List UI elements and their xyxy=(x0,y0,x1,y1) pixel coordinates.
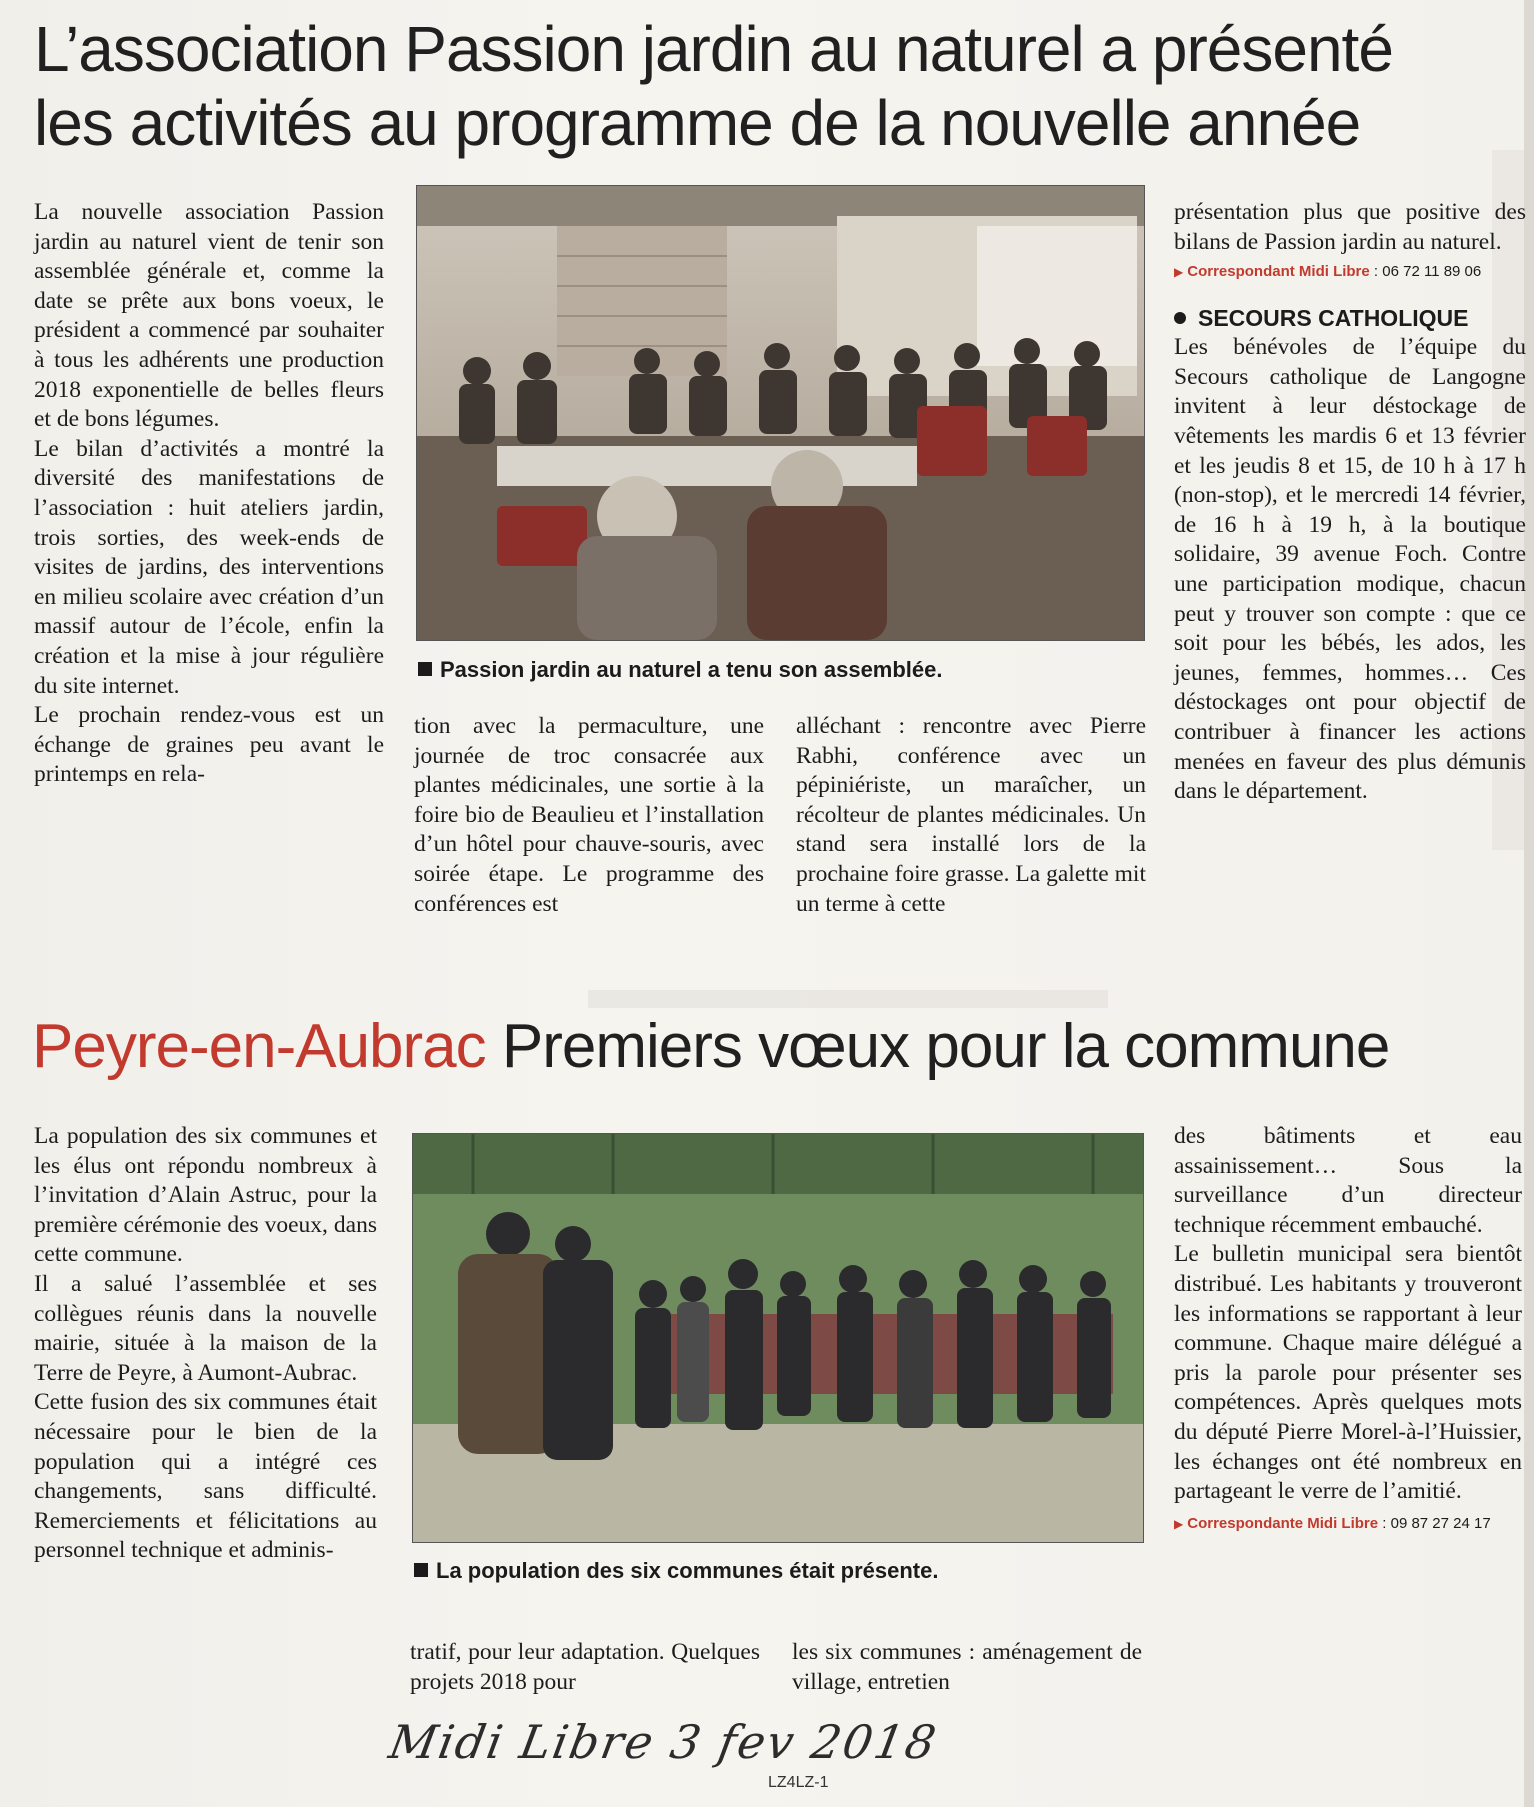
paragraph: Cette fusion des six communes était nécessaire pour le bien de la population qui a intégré ces changements, sans difficulté. Remerciements et félicitations au personnel technique et adminis- xyxy=(34,1389,377,1564)
paragraph: Le bulletin municipal sera bientôt distribué. Les habitants y trouveront les informations se rapportant à leur commune. Chaque maire délégué a pris la parole pour présenter ses compétences. Après quelques mots du député Pierre Morel-à-l’Huissier, les échanges ont été nombreux en partageant le verre de l’amitié. xyxy=(1174,1241,1522,1505)
article2-column-1 xyxy=(34,1122,377,1566)
bullet-icon xyxy=(1174,312,1186,324)
arrow-icon: ▶ xyxy=(1174,265,1184,280)
article2-column-2 xyxy=(410,1638,760,1697)
brief-text: Les bénévoles de l’équipe du Secours catholique de Langogne invitent à leur déstockage de vêtements les mardis 6 et 13 février et les jeudis 8 et 15, de 10 h à 17 h (non-stop), et le mercredi 14 février, de 16 h à 19 h, à la boutique solidaire, 39 avenue Foch. Contre une participation modique, chacun peut y trouver son compte : que ce soit pour les bébés, les ados, les jeunes, femmes, hommes… Ces déstockages ont pour objectif de contribuer à financer les actions menées en faveur des plus démunis dans le département. xyxy=(1174,334,1526,805)
paragraph: Le prochain rendez-vous est un échange de graines peu avant le printemps en rela- xyxy=(34,702,384,788)
article2-title: Premiers vœux pour la commune xyxy=(485,1012,1390,1081)
brief-title: SECOURS CATHOLIQUE xyxy=(1174,303,1526,333)
caption-square-icon xyxy=(414,1563,428,1577)
article2-photo-caption xyxy=(414,1557,938,1585)
article1-column-4 xyxy=(1174,198,1526,807)
arrow-icon: ▶ xyxy=(1174,1516,1184,1531)
caption-square-icon xyxy=(418,662,432,676)
caption-text: Passion jardin au naturel a tenu son assemblée. xyxy=(440,657,943,682)
article1-column-1 xyxy=(34,198,384,790)
paragraph: présentation plus que positive des bilans de Passion jardin au naturel. xyxy=(1174,199,1526,255)
article1-credit: ▶ Correspondant Midi Libre : 06 72 11 89 06 xyxy=(1174,263,1482,281)
paragraph: les six communes : aménagement de village, entretien xyxy=(792,1639,1142,1695)
paragraph: alléchant : rencontre avec Pierre Rabhi, conférence avec un pépiniériste, un maraîcher, un récolteur de plantes médicinales. Un stand sera installé lors de la prochaine foire grasse. La galette mit un terme à cette xyxy=(796,713,1146,917)
assembly-photo xyxy=(416,185,1145,641)
article2-credit: ▶ Correspondante Midi Libre : 09 87 27 24 17 xyxy=(1174,1514,1491,1532)
article1-headline-line2: les activités au programme de la nouvelle année xyxy=(34,87,1361,159)
paragraph: Il a salué l’assemblée et ses collègues réunis dans la nouvelle mairie, située à la maison de la Terre de Peyre, à Aumont-Aubrac. xyxy=(34,1270,377,1386)
article1-photo-caption xyxy=(418,656,943,684)
paragraph: La population des six communes et les élus ont répondu nombreux à l’invitation d’Alain Astruc, pour la première cérémonie des voeux, dans cette commune. xyxy=(34,1123,377,1268)
article1-headline-line1: L’association Passion jardin au naturel a présenté xyxy=(34,13,1393,85)
article2-place: Peyre-en-Aubrac xyxy=(32,1012,486,1081)
paragraph: tratif, pour leur adaptation. Quelques projets 2018 pour xyxy=(410,1639,760,1695)
page-code: LZ4LZ-1 xyxy=(768,1774,829,1791)
article1-column-3 xyxy=(796,712,1146,919)
paragraph: Le bilan d’activités a montré la diversité des manifestations de l’association : huit ateliers jardin, trois sorties, des week-ends de visites de jardins, des interventions en milieu scolaire avec création d’un massif autour de l’école, enfin la création et la mise à jour régulière du site internet. xyxy=(34,435,384,699)
paragraph: tion avec la permaculture, une journée de troc consacrée aux plantes médicinales, une sortie à la foire bio de Beaulieu et l’installation d’un hôtel pour chauve-souris, avec soirée étape. Le programme des conférences est xyxy=(414,713,764,917)
article2-column-4 xyxy=(1174,1122,1522,1535)
paragraph: La nouvelle association Passion jardin au naturel vient de tenir son assemblée générale et, comme la date se prête aux bons voeux, le président a commencé par souhaiter à tous les adhérents une production 2018 exponentielle de belles fleurs et de bons légumes. xyxy=(34,199,384,433)
ceremony-photo xyxy=(412,1133,1144,1543)
article2-column-3 xyxy=(792,1638,1142,1697)
handwritten-note: Midi Libre 3 fev 2018 xyxy=(385,1715,942,1769)
background-bleed xyxy=(588,990,1108,1008)
article1-column-2 xyxy=(414,712,764,919)
article2-headline xyxy=(32,1010,1389,1084)
caption-text: La population des six communes était présente. xyxy=(436,1558,939,1583)
paragraph: des bâtiments et eau assainissement… Sous la surveillance d’un directeur technique récemment embauché. xyxy=(1174,1123,1522,1238)
